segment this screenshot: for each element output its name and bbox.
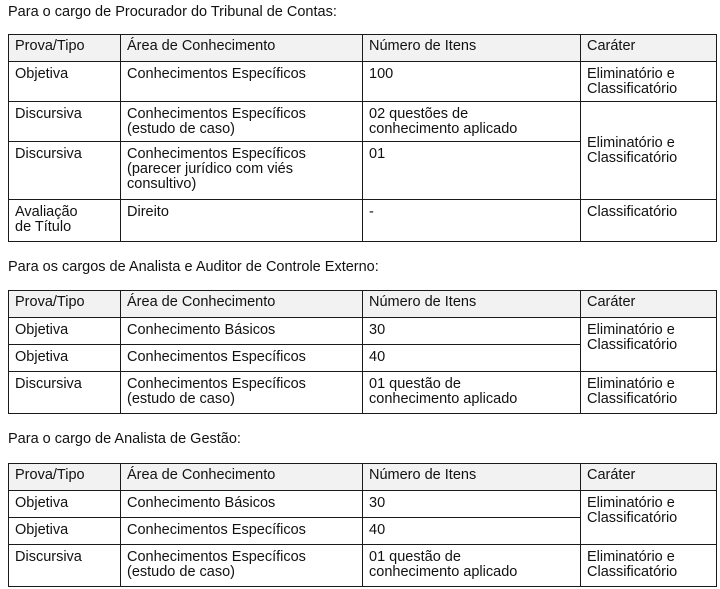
- cell-area: Conhecimentos Específicos (parecer jurídico com viés consultivo): [121, 142, 363, 200]
- table-analista-gestao: [8, 463, 717, 587]
- cell-carater: Eliminatório e Classificatório: [581, 318, 717, 372]
- header-numero-itens: Número de Itens: [363, 35, 581, 62]
- section-title-procurador: Para o cargo de Procurador do Tribunal de Contas:: [8, 4, 337, 20]
- header-prova-tipo: Prova/Tipo: [9, 464, 121, 491]
- cell-carater: Eliminatório e Classificatório: [581, 102, 717, 200]
- cell-itens: 40: [363, 345, 581, 372]
- table-row: [9, 372, 717, 414]
- cell-area: Conhecimentos Específicos (estudo de caso): [121, 102, 363, 142]
- cell-carater: Eliminatório e Classificatório: [581, 62, 717, 102]
- cell-tipo: Discursiva: [9, 142, 121, 200]
- cell-itens: -: [363, 200, 581, 242]
- header-area: Área de Conhecimento: [121, 464, 363, 491]
- table-header-row: [9, 464, 717, 491]
- cell-area: Conhecimentos Específicos (estudo de caso): [121, 545, 363, 587]
- section-title-analista-auditor: Para os cargos de Analista e Auditor de Controle Externo:: [8, 259, 379, 275]
- table-row: [9, 102, 717, 142]
- cell-tipo: Objetiva: [9, 518, 121, 545]
- table-header-row: [9, 291, 717, 318]
- cell-area: Conhecimentos Específicos: [121, 62, 363, 102]
- cell-tipo: Discursiva: [9, 545, 121, 587]
- cell-itens: 01 questão de conhecimento aplicado: [363, 372, 581, 414]
- header-prova-tipo: Prova/Tipo: [9, 291, 121, 318]
- section-title-analista-gestao: Para o cargo de Analista de Gestão:: [8, 431, 241, 447]
- table-header-row: [9, 35, 717, 62]
- cell-area: Direito: [121, 200, 363, 242]
- cell-tipo: Objetiva: [9, 62, 121, 102]
- table-row: [9, 200, 717, 242]
- table-procurador: [8, 34, 717, 242]
- cell-tipo: Avaliação de Título: [9, 200, 121, 242]
- cell-itens: 30: [363, 318, 581, 345]
- header-carater: Caráter: [581, 35, 717, 62]
- cell-area: Conhecimento Básicos: [121, 318, 363, 345]
- header-numero-itens: Número de Itens: [363, 464, 581, 491]
- cell-carater: Classificatório: [581, 200, 717, 242]
- cell-carater: Eliminatório e Classificatório: [581, 372, 717, 414]
- header-area: Área de Conhecimento: [121, 35, 363, 62]
- cell-area: Conhecimentos Específicos: [121, 518, 363, 545]
- header-carater: Caráter: [581, 291, 717, 318]
- table-analista-auditor: [8, 290, 717, 414]
- header-carater: Caráter: [581, 464, 717, 491]
- header-numero-itens: Número de Itens: [363, 291, 581, 318]
- cell-tipo: Objetiva: [9, 491, 121, 518]
- cell-area: Conhecimentos Específicos (estudo de caso): [121, 372, 363, 414]
- cell-area: Conhecimentos Específicos: [121, 345, 363, 372]
- cell-itens: 40: [363, 518, 581, 545]
- table-row: [9, 318, 717, 345]
- cell-itens: 01: [363, 142, 581, 200]
- cell-tipo: Discursiva: [9, 102, 121, 142]
- cell-tipo: Objetiva: [9, 345, 121, 372]
- cell-itens: 02 questões de conhecimento aplicado: [363, 102, 581, 142]
- table-row: [9, 545, 717, 587]
- table-row: [9, 62, 717, 102]
- cell-carater: Eliminatório e Classificatório: [581, 491, 717, 545]
- cell-itens: 30: [363, 491, 581, 518]
- header-prova-tipo: Prova/Tipo: [9, 35, 121, 62]
- cell-itens: 100: [363, 62, 581, 102]
- cell-itens: 01 questão de conhecimento aplicado: [363, 545, 581, 587]
- header-area: Área de Conhecimento: [121, 291, 363, 318]
- cell-tipo: Discursiva: [9, 372, 121, 414]
- cell-tipo: Objetiva: [9, 318, 121, 345]
- table-row: [9, 491, 717, 518]
- cell-area: Conhecimento Básicos: [121, 491, 363, 518]
- cell-carater: Eliminatório e Classificatório: [581, 545, 717, 587]
